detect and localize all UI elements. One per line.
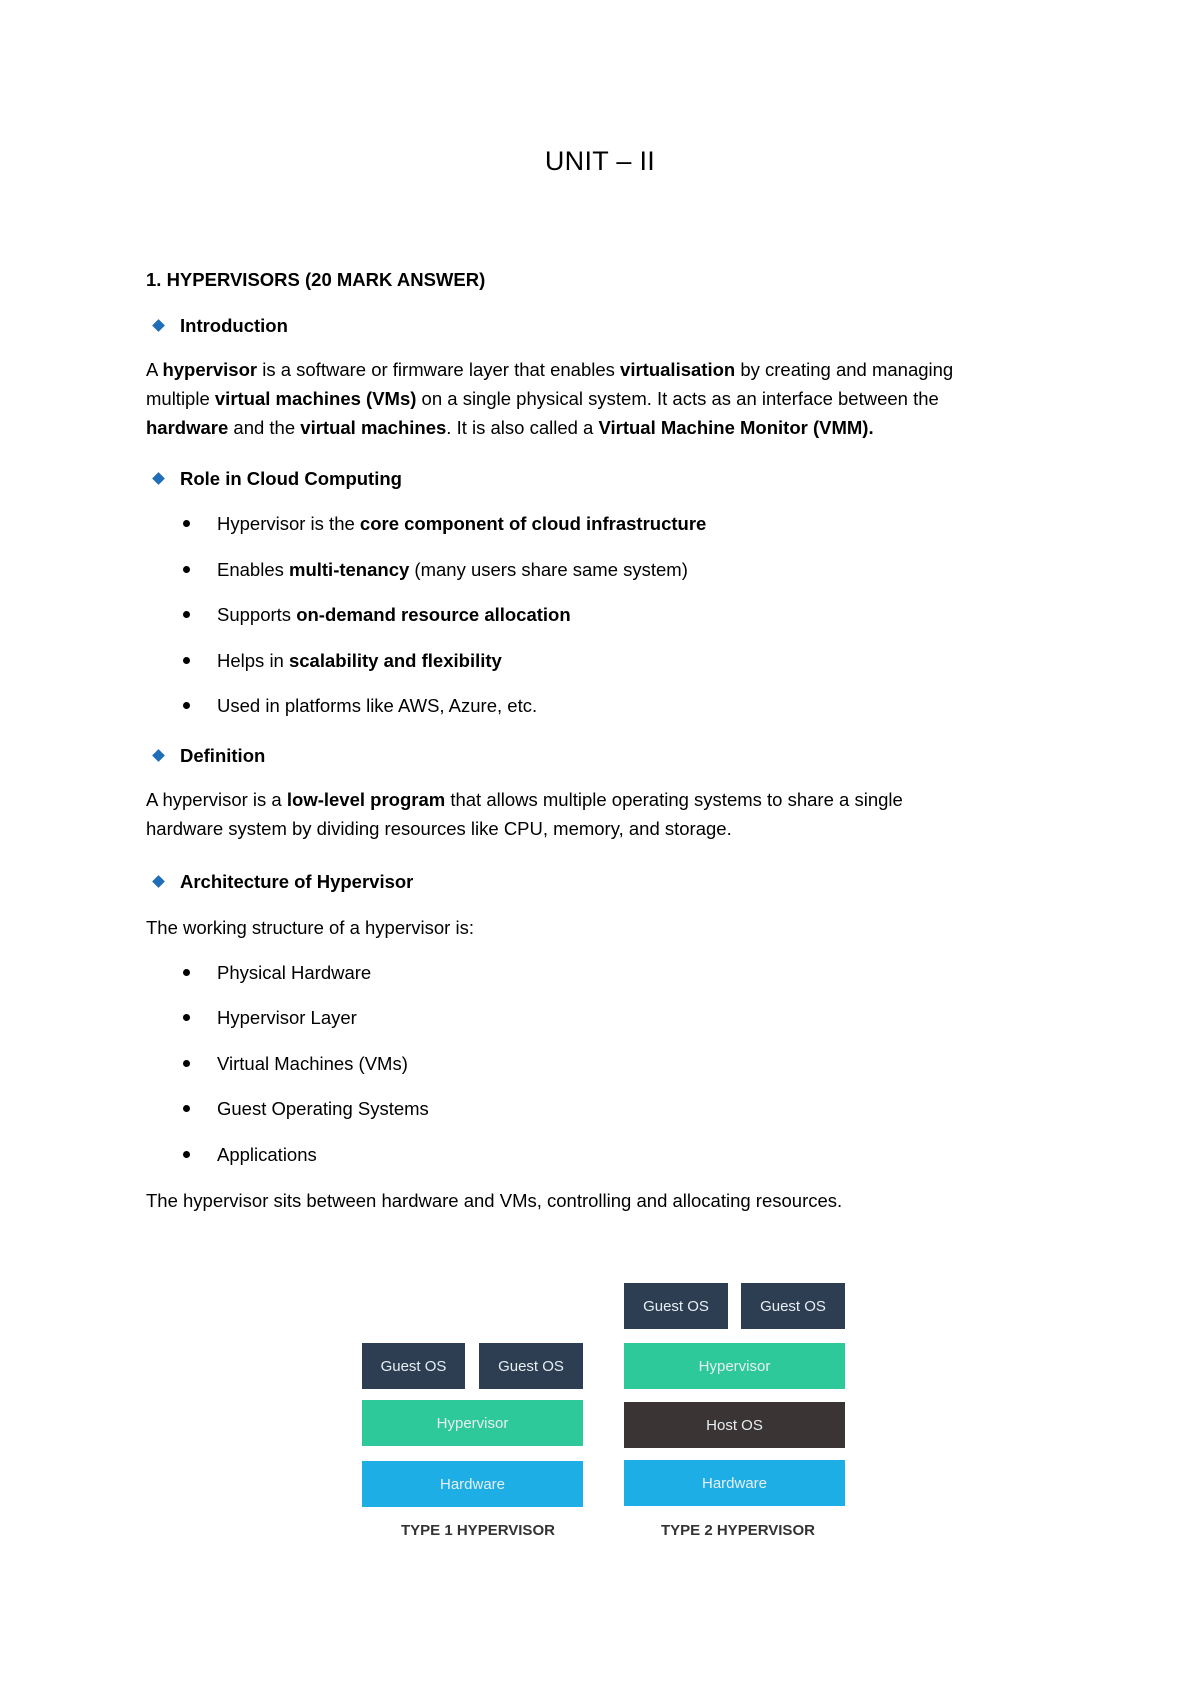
- bullet-dot-icon: [183, 611, 190, 618]
- type2-hypervisor-box: Hypervisor: [624, 1343, 845, 1389]
- definition-paragraph: [146, 785, 1046, 843]
- text-line: hardware and the virtual machines. It is also called a Virtual Machine Monitor (VMM).: [146, 417, 874, 438]
- subheading-architecture: [154, 870, 413, 894]
- subheading-definition: [154, 744, 265, 768]
- list-item: Supports on-demand resource allocation: [183, 603, 571, 627]
- type2-host-os-box: Host OS: [624, 1402, 845, 1448]
- subheading-label: Definition: [180, 745, 266, 766]
- text-line: multiple virtual machines (VMs) on a single physical system. It acts as an interface between the: [146, 388, 939, 409]
- bullet-dot-icon: [183, 1014, 190, 1021]
- subheading-label: Introduction: [180, 315, 288, 336]
- list-item: Helps in scalability and flexibility: [183, 649, 502, 673]
- intro-paragraph: [146, 355, 1046, 442]
- bullet-dot-icon: [183, 1151, 190, 1158]
- type1-hypervisor-box: Hypervisor: [362, 1400, 583, 1446]
- subheading-introduction: [154, 314, 288, 338]
- type2-guest-os-box: Guest OS: [624, 1283, 728, 1329]
- bullet-dot-icon: [183, 566, 190, 573]
- type1-hardware-box: Hardware: [362, 1461, 583, 1507]
- page-title: UNIT – II: [544, 146, 656, 176]
- text-line: A hypervisor is a low-level program that allows multiple operating systems to share a single: [146, 789, 903, 810]
- subheading-role: [154, 467, 402, 491]
- type1-guest-os-box: Guest OS: [362, 1343, 465, 1389]
- diamond-bullet-icon: [152, 875, 165, 888]
- type2-caption: TYPE 2 HYPERVISOR: [661, 1522, 815, 1539]
- architecture-intro: The working structure of a hypervisor is:: [146, 917, 474, 938]
- bullet-dot-icon: [183, 657, 190, 664]
- bullet-dot-icon: [183, 969, 190, 976]
- type1-caption: TYPE 1 HYPERVISOR: [401, 1522, 555, 1539]
- list-item: Enables multi-tenancy (many users share same system): [183, 558, 688, 582]
- type2-hardware-box: Hardware: [624, 1460, 845, 1506]
- list-item: Applications: [183, 1143, 317, 1167]
- list-item: Hypervisor is the core component of cloud infrastructure: [183, 512, 706, 536]
- bullet-dot-icon: [183, 1060, 190, 1067]
- subheading-label: Architecture of Hypervisor: [180, 871, 414, 892]
- list-item: Physical Hardware: [183, 961, 371, 985]
- text-line: A hypervisor is a software or firmware layer that enables virtualisation by creating and managing: [146, 359, 954, 380]
- list-item: Virtual Machines (VMs): [183, 1052, 408, 1076]
- list-item: Used in platforms like AWS, Azure, etc.: [183, 694, 537, 718]
- subheading-label: Role in Cloud Computing: [180, 468, 402, 489]
- text-line: hardware system by dividing resources like CPU, memory, and storage.: [146, 818, 732, 839]
- bullet-dot-icon: [183, 1105, 190, 1112]
- list-item: Guest Operating Systems: [183, 1097, 429, 1121]
- list-item: Hypervisor Layer: [183, 1006, 357, 1030]
- diamond-bullet-icon: [152, 472, 165, 485]
- architecture-outro: The hypervisor sits between hardware and VMs, controlling and allocating resources.: [146, 1190, 843, 1211]
- section-heading: 1. HYPERVISORS (20 MARK ANSWER): [146, 269, 486, 290]
- bullet-dot-icon: [183, 702, 190, 709]
- type1-guest-os-box: Guest OS: [479, 1343, 583, 1389]
- bullet-dot-icon: [183, 520, 190, 527]
- diamond-bullet-icon: [152, 749, 165, 762]
- type2-guest-os-box: Guest OS: [741, 1283, 845, 1329]
- diamond-bullet-icon: [152, 319, 165, 332]
